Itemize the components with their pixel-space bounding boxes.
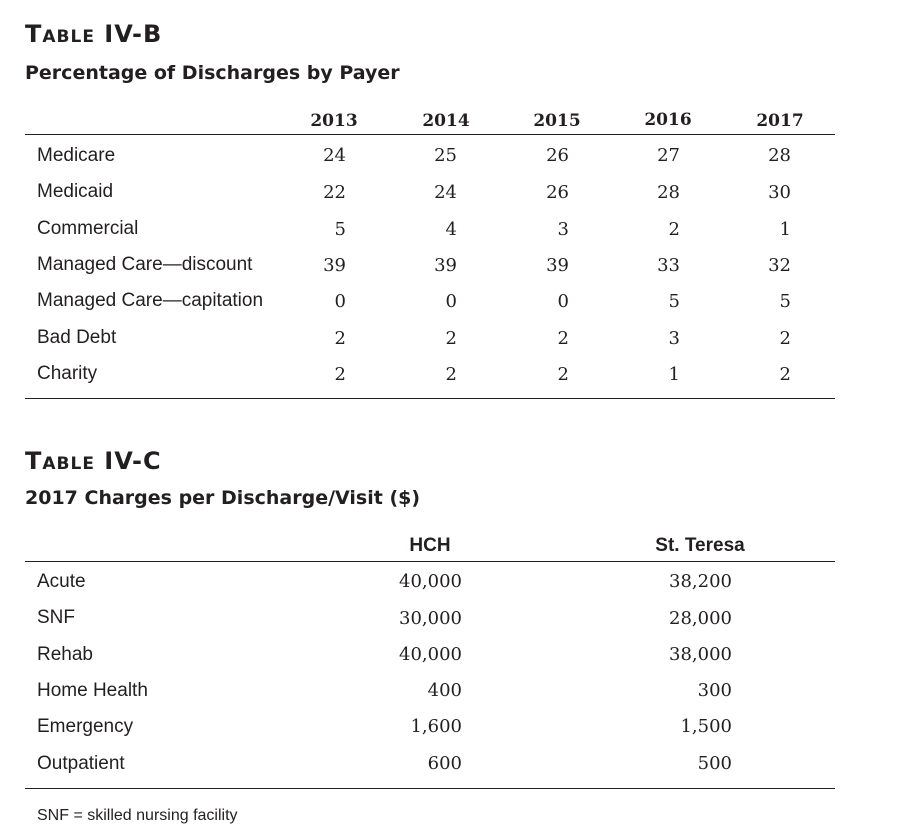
table-b-header-2014: 2014 (422, 111, 470, 131)
table-c-row-label: Acute (37, 571, 86, 592)
table-c-row-label: Home Health (37, 680, 148, 701)
table-b-cell: 2 (334, 328, 346, 349)
table-b-cell: 0 (445, 291, 457, 312)
table-b-cell: 22 (323, 182, 346, 203)
table-c-row-label: Rehab (37, 644, 93, 665)
table-b-cell: 1 (668, 364, 680, 385)
table-c-header-hch: HCH (409, 535, 451, 556)
table-b-header-2015: 2015 (533, 111, 581, 131)
table-b-row-label: Bad Debt (37, 327, 117, 348)
table-b-cell: 26 (546, 145, 569, 166)
table-c-row-label: Outpatient (37, 753, 125, 774)
table-b-cell: 32 (768, 255, 791, 276)
table-b-cell: 24 (323, 145, 346, 166)
table-b-cell: 2 (557, 328, 569, 349)
table-c-bottom-rule (25, 788, 835, 789)
table-b-cell: 2 (445, 328, 457, 349)
table-c-cell: 40,000 (399, 571, 462, 592)
table-b-cell: 0 (557, 291, 569, 312)
table-c-header-rule (25, 561, 835, 562)
table-b-cell: 28 (657, 182, 680, 203)
table-c-cell: 300 (697, 680, 732, 701)
table-b-title: Table IV-B (25, 20, 163, 48)
table-c-row-label: Emergency (37, 716, 134, 737)
table-b-cell: 5 (668, 291, 680, 312)
table-b-cell: 30 (768, 182, 791, 203)
table-c-cell: 38,200 (669, 571, 732, 592)
table-c-cell: 30,000 (399, 608, 462, 629)
table-b-bottom-rule (25, 398, 835, 399)
table-b-row-label: Medicaid (37, 181, 114, 202)
table-b-cell: 5 (779, 291, 791, 312)
table-b-cell: 2 (779, 364, 791, 385)
table-c-row-label: SNF (37, 607, 75, 628)
table-b-cell: 1 (779, 219, 791, 240)
table-b-cell: 28 (768, 145, 791, 166)
table-b-subtitle: Percentage of Discharges by Payer (25, 62, 400, 84)
table-b-cell: 2 (334, 364, 346, 385)
table-b-cell: 4 (445, 219, 457, 240)
table-b-cell: 0 (334, 291, 346, 312)
table-c-cell: 600 (427, 753, 462, 774)
table-b-cell: 33 (657, 255, 680, 276)
table-b-cell: 2 (779, 328, 791, 349)
table-b-cell: 24 (434, 182, 457, 203)
table-c-cell: 500 (697, 753, 732, 774)
table-b-header-2013: 2013 (310, 111, 358, 131)
table-b-row-label: Commercial (37, 218, 139, 239)
table-b-header-rule (25, 134, 835, 135)
table-b-cell: 3 (557, 219, 569, 240)
table-c-cell: 1,600 (410, 716, 462, 737)
table-b-cell: 39 (434, 255, 457, 276)
table-c-cell: 38,000 (669, 644, 732, 665)
table-b-cell: 3 (668, 328, 680, 349)
table-b-row-label: Charity (37, 363, 98, 384)
table-c-cell: 28,000 (669, 608, 732, 629)
table-b-cell: 5 (334, 219, 346, 240)
table-c-cell: 400 (427, 680, 462, 701)
table-c-title: Table IV-C (25, 447, 162, 475)
table-b-row-label: Managed Care—discount (37, 254, 253, 275)
table-b-row-label: Medicare (37, 145, 116, 166)
table-b-cell: 2 (557, 364, 569, 385)
table-b-cell: 39 (323, 255, 346, 276)
table-b-cell: 2 (668, 219, 680, 240)
table-c-footnote: SNF = skilled nursing facility (37, 807, 238, 824)
table-b-header-2016: 2016 (644, 110, 692, 130)
table-c-cell: 40,000 (399, 644, 462, 665)
table-b-cell: 26 (546, 182, 569, 203)
table-b-cell: 39 (546, 255, 569, 276)
table-b-cell: 25 (434, 145, 457, 166)
table-b-header-2017: 2017 (756, 111, 804, 131)
table-b-cell: 2 (445, 364, 457, 385)
table-b-row-label: Managed Care—capitation (37, 290, 264, 311)
table-c-header-st-teresa: St. Teresa (655, 535, 745, 556)
table-b-cell: 27 (657, 145, 680, 166)
table-c-subtitle: 2017 Charges per Discharge/Visit ($) (25, 487, 421, 509)
table-c-cell: 1,500 (680, 716, 732, 737)
